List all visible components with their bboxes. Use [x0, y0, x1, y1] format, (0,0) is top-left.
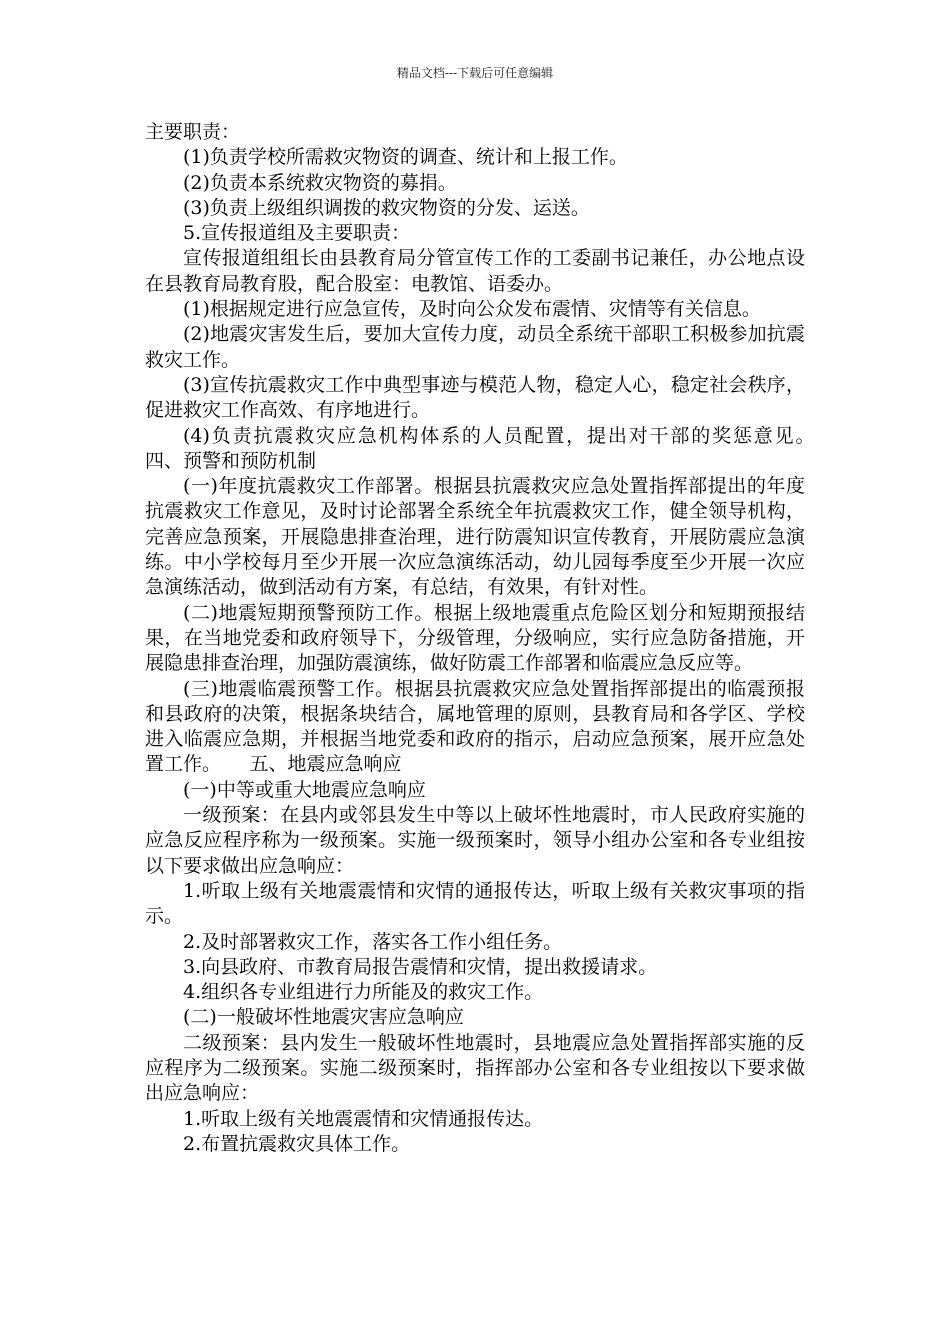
paragraph: 主要职责：: [145, 121, 241, 143]
paragraph: (2)地震灾害发生后，要加大宣传力度，动员全系统干部职工积极参加抗震救灾工作。: [145, 323, 805, 371]
paragraph: (一)年度抗震救灾工作部署。根据县抗震救灾应急处置指挥部提出的年度抗震救灾工作意见，及时讨论部署全系统全年抗震救灾工作，健全领导机构，完善应急预案，开展隐患排查治理，进行防震知识宣传教育，开展防震应急演练。中小学校每月至少开展一次应急演练活动，幼儿园每季度至少开展一次应急演练活动，做到活动有方案，有总结，有效果，有针对性。: [145, 475, 805, 599]
list-item: 2.及时部署救灾工作，落实各工作小组任务。: [183, 930, 563, 953]
paragraph: (1)根据规定进行应急宣传，及时向公众发布震情、灾情等有关信息。: [183, 298, 761, 321]
page-header: 精品文档---下载后可任意编辑: [396, 66, 554, 80]
section-heading: (二)一般破坏性地震灾害应急响应: [183, 1006, 464, 1029]
list-item: 1.听取上级有关地震震情和灾情的通报传达，听取上级有关救灾事项的指示。: [145, 879, 805, 928]
paragraph: 一级预案：在县内或邻县发生中等以上破坏性地震时，市人民政府实施的应急反应程序称为一级预案。实施一级预案时，领导小组办公室和各专业组按以下要求做出应急响应：: [145, 804, 805, 877]
paragraph: (3)宣传抗震救灾工作中典型事迹与模范人物，稳定人心，稳定社会秩序，促进救灾工作高效、有序地进行。: [145, 373, 805, 422]
list-item: 3.向县政府、市教育局报告震情和灾情，提出救援请求。: [183, 955, 658, 978]
section-heading: (一)中等或重大地震应急响应: [183, 778, 426, 801]
document-body: [145, 120, 844, 1157]
paragraph: 二级预案：县内发生一般破坏性地震时，县地震应急处置指挥部实施的反应程序为二级预案。实施二级预案时，指挥部办公室和各专业组按以下要求做出应急响应：: [145, 1031, 805, 1105]
paragraph: (2)负责本系统救灾物资的募捐。: [183, 171, 457, 194]
paragraph: (4)负责抗震救灾应急机构体系的人员配置，提出对干部的奖惩意见。 四、预警和预防机制: [145, 424, 844, 472]
list-item: 2.布置抗震救灾具体工作。: [183, 1132, 411, 1155]
list-item: 4.组织各专业组进行力所能及的救灾工作。: [183, 981, 544, 1004]
paragraph: (3)负责上级组织调拨的救灾物资的分发、运送。: [183, 196, 590, 219]
paragraph: 宣传报道组组长由县教育局分管宣传工作的工委副书记兼任，办公地点设在县教育局教育股，配合股室：电教馆、语委办。: [145, 247, 805, 295]
paragraph: (1)负责学校所需救灾物资的调查、统计和上报工作。: [183, 146, 628, 169]
paragraph: (三)地震临震预警工作。根据县抗震救灾应急处置指挥部提出的临震预报和县政府的决策，根据条块结合，属地管理的原则，县教育局和各学区、学校进入临震应急期，并根据当地党委和政府的指示，启动应急预案，展开应急处置工作。 五、地震应急响应: [145, 677, 805, 776]
section-heading: 5.宣传报道组及主要职责：: [183, 222, 411, 245]
paragraph: (二)地震短期预警预防工作。根据上级地震重点危险区划分和短期预报结果，在当地党委和政府领导下，分级管理，分级响应，实行应急防备措施，开展隐患排查治理，加强防震演练，做好防震工作部署和临震应急反应等。: [145, 601, 805, 675]
list-item: 1.听取上级有关地震震情和灾情通报传达。: [183, 1107, 544, 1130]
